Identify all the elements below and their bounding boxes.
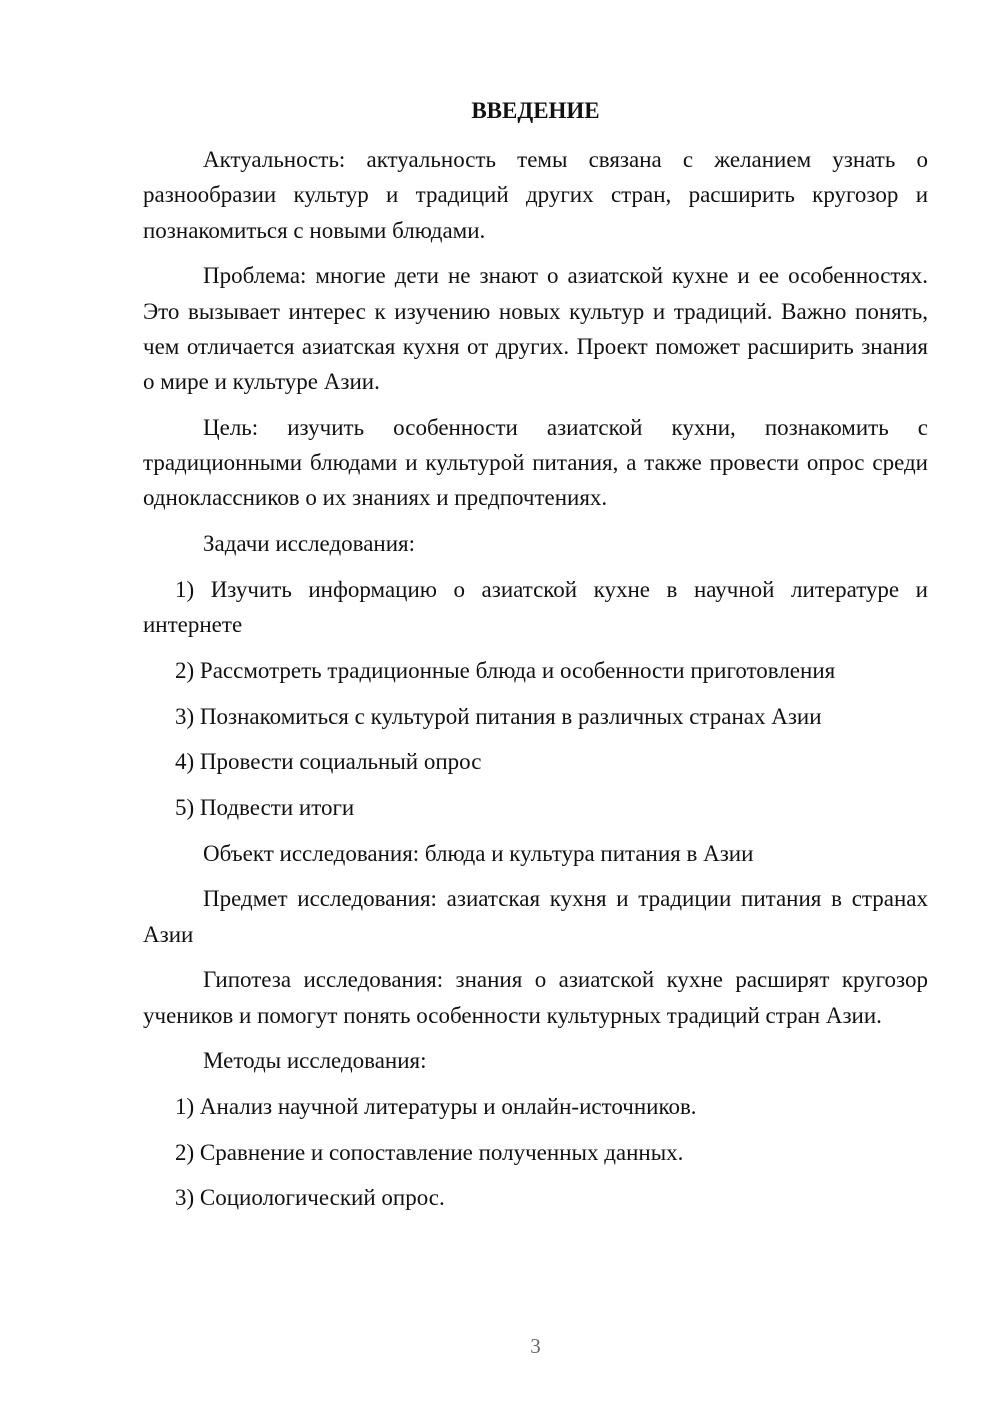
hypothesis-paragraph: Гипотеза исследования: знания о азиатской кухне расширят кругозор учеников и помогут понять особенности культурных традиций стран Азии. <box>143 967 928 1028</box>
method-item: 1) Анализ научной литературы и онлайн-источников. <box>175 1093 697 1119</box>
task-item: 5) Подвести итоги <box>175 794 355 820</box>
relevance-paragraph: Актуальность: актуальность темы связана с желанием узнать о разнообразии культур и традиций других стран, расширить кругозор и познакомиться с новыми блюдами. <box>143 147 928 243</box>
document-page <box>143 0 928 1414</box>
method-item: 3) Социологический опрос. <box>175 1185 445 1211</box>
object-paragraph: Объект исследования: блюда и культура питания в Азии <box>203 840 754 866</box>
section-heading: ВВЕДЕНИЕ <box>471 98 600 123</box>
goal-paragraph: Цель: изучить особенности азиатской кухни, познакомить с традиционными блюдами и культурой питания, а также провести опрос среди одноклассников о их знаниях и предпочтениях. <box>143 414 928 511</box>
task-item: 4) Провести социальный опрос <box>175 749 482 775</box>
task-item: 3) Познакомиться с культурой питания в различных странах Азии <box>175 703 822 729</box>
method-item: 2) Сравнение и сопоставление полученных данных. <box>175 1139 684 1165</box>
task-item: 1) Изучить информацию о азиатской кухне в научной литературе и интернете <box>143 576 928 638</box>
section-body <box>143 142 928 1226</box>
problem-paragraph: Проблема: многие дети не знают о азиатской кухне и ее особенностях. Это вызывает интерес к изучению новых культур и традиций. Важно понять, чем отличается азиатская кухня от других. Проект поможет расширить знания о мире и культуре Азии. <box>143 263 928 395</box>
task-item: 2) Рассмотреть традиционные блюда и особенности приготовления <box>175 657 836 683</box>
subject-paragraph: Предмет исследования: азиатская кухня и традиции питания в странах Азии <box>143 886 928 947</box>
page-number: 3 <box>530 1334 541 1358</box>
tasks-heading: Задачи исследования: <box>203 531 416 557</box>
methods-heading: Методы исследования: <box>203 1048 427 1074</box>
